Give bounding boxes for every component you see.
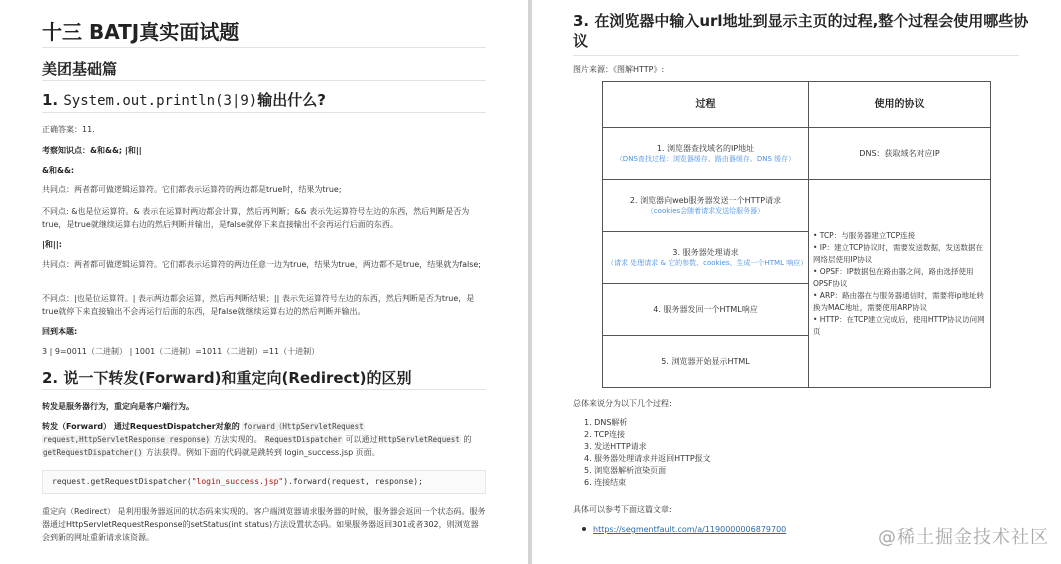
- redirect-paragraph: 重定向（Redirect） 是利用服务器返回的状态码来实现的。客户端浏览器请求服务器的时候，服务器会返回一个状态码。服务器通过HttpServletRequestResponse的setStatus(int status)方法设置状态码。如果服务器返回301或者302，则浏览器会到新的网址重新请求该资源。: [42, 507, 486, 542]
- list-item: 2. TCP连接: [584, 430, 626, 439]
- summary-list: [584, 417, 711, 489]
- question-1-rule: [42, 112, 486, 113]
- question-1-number: 1.: [42, 91, 59, 109]
- forward-code-4: HttpServletRequest: [378, 435, 460, 444]
- chapter-title: 十三 BATJ真实面试题: [42, 20, 240, 44]
- code-pre: request.getRequestDispatcher(: [52, 477, 192, 486]
- or-heading: |和||:: [42, 240, 62, 249]
- code-block: [42, 470, 486, 494]
- summary-intro: 总体来说分为以下几个过程:: [573, 399, 672, 408]
- step-1-sub: （DNS查找过程：浏览器缓存、路由器缓存、DNS 缓存）: [615, 155, 796, 163]
- forward-code-5: getRequestDispatcher(): [43, 448, 143, 457]
- step-2-sub: （cookies会随着请求发送给服务器）: [646, 207, 765, 215]
- forward-text-2: 方法实现的。: [211, 435, 262, 444]
- and-diff-text: 不同点: &也是位运算符。& 表示在运算时两边都会计算，然后再判断；&& 表示先运算符号左边的东西，然后判断是否为true，是true就继续运算右边的然后判断并输出，是false就停下来直接输出不会再运行后面的东西。: [42, 207, 470, 229]
- step-1-main: 1. 浏览器查找域名的IP地址: [656, 144, 755, 153]
- question-3-heading: 3. 在浏览器中输入url地址到显示主页的过程,整个过程会使用哪些协议: [573, 12, 1029, 50]
- header-protocol: 使用的协议: [809, 82, 991, 128]
- step-3-sub: （请求 处理请求 & 它的参数、cookies、生成一个HTML 响应）: [607, 259, 808, 267]
- step-1-cell: [603, 128, 809, 180]
- question-1-suffix: 输出什么?: [257, 91, 326, 109]
- step-4-cell: 4. 服务器发回一个HTML响应: [603, 284, 809, 336]
- protocol-arp: • ARP：路由器在与服务器通信时，需要将ip地址转换为MAC地址，需要使用ARP协议: [813, 290, 985, 312]
- forward-text-1: 转发（Forward） 通过RequestDispatcher对象的: [42, 422, 240, 431]
- step-2-main: 2. 浏览器向web服务器发送一个HTTP请求: [629, 196, 782, 205]
- step-3-cell: [603, 232, 809, 284]
- forward-code-2: request,HttpServletResponse response): [43, 435, 211, 444]
- reference-intro: 具体可以参考下面这篇文章:: [573, 505, 672, 514]
- list-item: 3. 发送HTTP请求: [584, 442, 647, 451]
- forward-text-5: 方法获得。例如下面的代码就是跳转到 login_success.jsp 页面。: [143, 448, 380, 457]
- protocol-ip: • IP：建立TCP协议时，需要发送数据，发送数据在网络层使用IP协议: [813, 242, 983, 264]
- reference-link[interactable]: https://segmentfault.com/a/1190000006879700: [593, 525, 787, 534]
- protocols-cell: [809, 180, 991, 388]
- header-process: 过程: [603, 82, 809, 128]
- forward-code-1: forward（HttpServletRequest: [243, 422, 364, 431]
- question-2-lead: 转发是服务器行为，重定向是客户端行为。: [42, 402, 194, 411]
- step-2-cell: [603, 180, 809, 232]
- back-heading: 回到本题:: [42, 327, 78, 336]
- table-header-row: [603, 82, 991, 128]
- and-common-text: 共同点：两者都可做逻辑运算符。它们都表示运算符的两边都是true时，结果为true;: [42, 185, 342, 194]
- back-text: 3 | 9=0011（二进制） | 1001（二进制）=1011（二进制）=11（十进制）: [42, 347, 320, 356]
- forward-text-3: 可以通过: [342, 435, 378, 444]
- table-row: [603, 128, 991, 180]
- dns-cell: DNS：获取域名对应IP: [809, 128, 991, 180]
- step-3-main: 3. 服务器处理请求: [672, 248, 739, 257]
- code-post: ).forward(request, response);: [283, 477, 423, 486]
- list-item: 1. DNS解析: [584, 418, 628, 427]
- question-2-rule: [42, 389, 486, 390]
- section-title: 美团基础篇: [42, 60, 118, 78]
- forward-text-4: 的: [463, 435, 472, 444]
- protocol-opsf: • OPSF：IP数据包在路由器之间，路由选择使用OPSF协议: [813, 266, 974, 288]
- question-3-rule: [573, 55, 1019, 56]
- list-item: 5. 浏览器解析渲染页面: [584, 466, 667, 475]
- left-page: [0, 0, 528, 564]
- process-table: [602, 81, 991, 388]
- and-heading: &和&&:: [42, 166, 75, 175]
- knowledge-points: 考察知识点：&和&&; |和||: [42, 146, 142, 155]
- forward-code-3: RequestDispatcher: [265, 435, 342, 444]
- right-page: [532, 0, 1061, 564]
- bullet-icon: [582, 527, 586, 531]
- table-row: [603, 180, 991, 232]
- section-rule: [42, 80, 486, 81]
- question-1-code: System.out.println(3|9): [63, 93, 258, 109]
- title-rule: [42, 47, 486, 48]
- watermark: @稀土掘金技术社区: [878, 527, 1049, 548]
- code-string: "login_success.jsp": [191, 477, 284, 486]
- step-5-cell: 5. 浏览器开始显示HTML: [603, 336, 809, 388]
- forward-paragraph: [42, 420, 486, 459]
- question-2-heading: 2. 说一下转发(Forward)和重定向(Redirect)的区别: [42, 369, 412, 387]
- answer-text: 正确答案：11.: [42, 125, 95, 134]
- list-item: 6. 连接结束: [584, 478, 627, 487]
- or-common-text: 共同点：两者都可做逻辑运算符。它们都表示运算符的两边任意一边为true，结果为true，两边都不是true，结果就为false;: [42, 260, 481, 269]
- protocol-tcp: • TCP：与服务器建立TCP连接: [813, 230, 916, 240]
- or-diff-text: 不同点：|也是位运算符。| 表示两边都会运算，然后再判断结果；|| 表示先运算符号左边的东西，然后判断是否为true，是true就停下来直接输出不会再运行后面的东西，是false就继续运算右边的然后判断并输出。: [42, 294, 475, 316]
- image-source: 图片来源：《图解HTTP》:: [573, 65, 665, 74]
- protocol-http: • HTTP：在TCP建立完成后，使用HTTP协议访问网页: [813, 314, 985, 336]
- question-1-heading: [42, 89, 326, 110]
- list-item: 4. 服务器处理请求并返回HTTP报文: [584, 454, 711, 463]
